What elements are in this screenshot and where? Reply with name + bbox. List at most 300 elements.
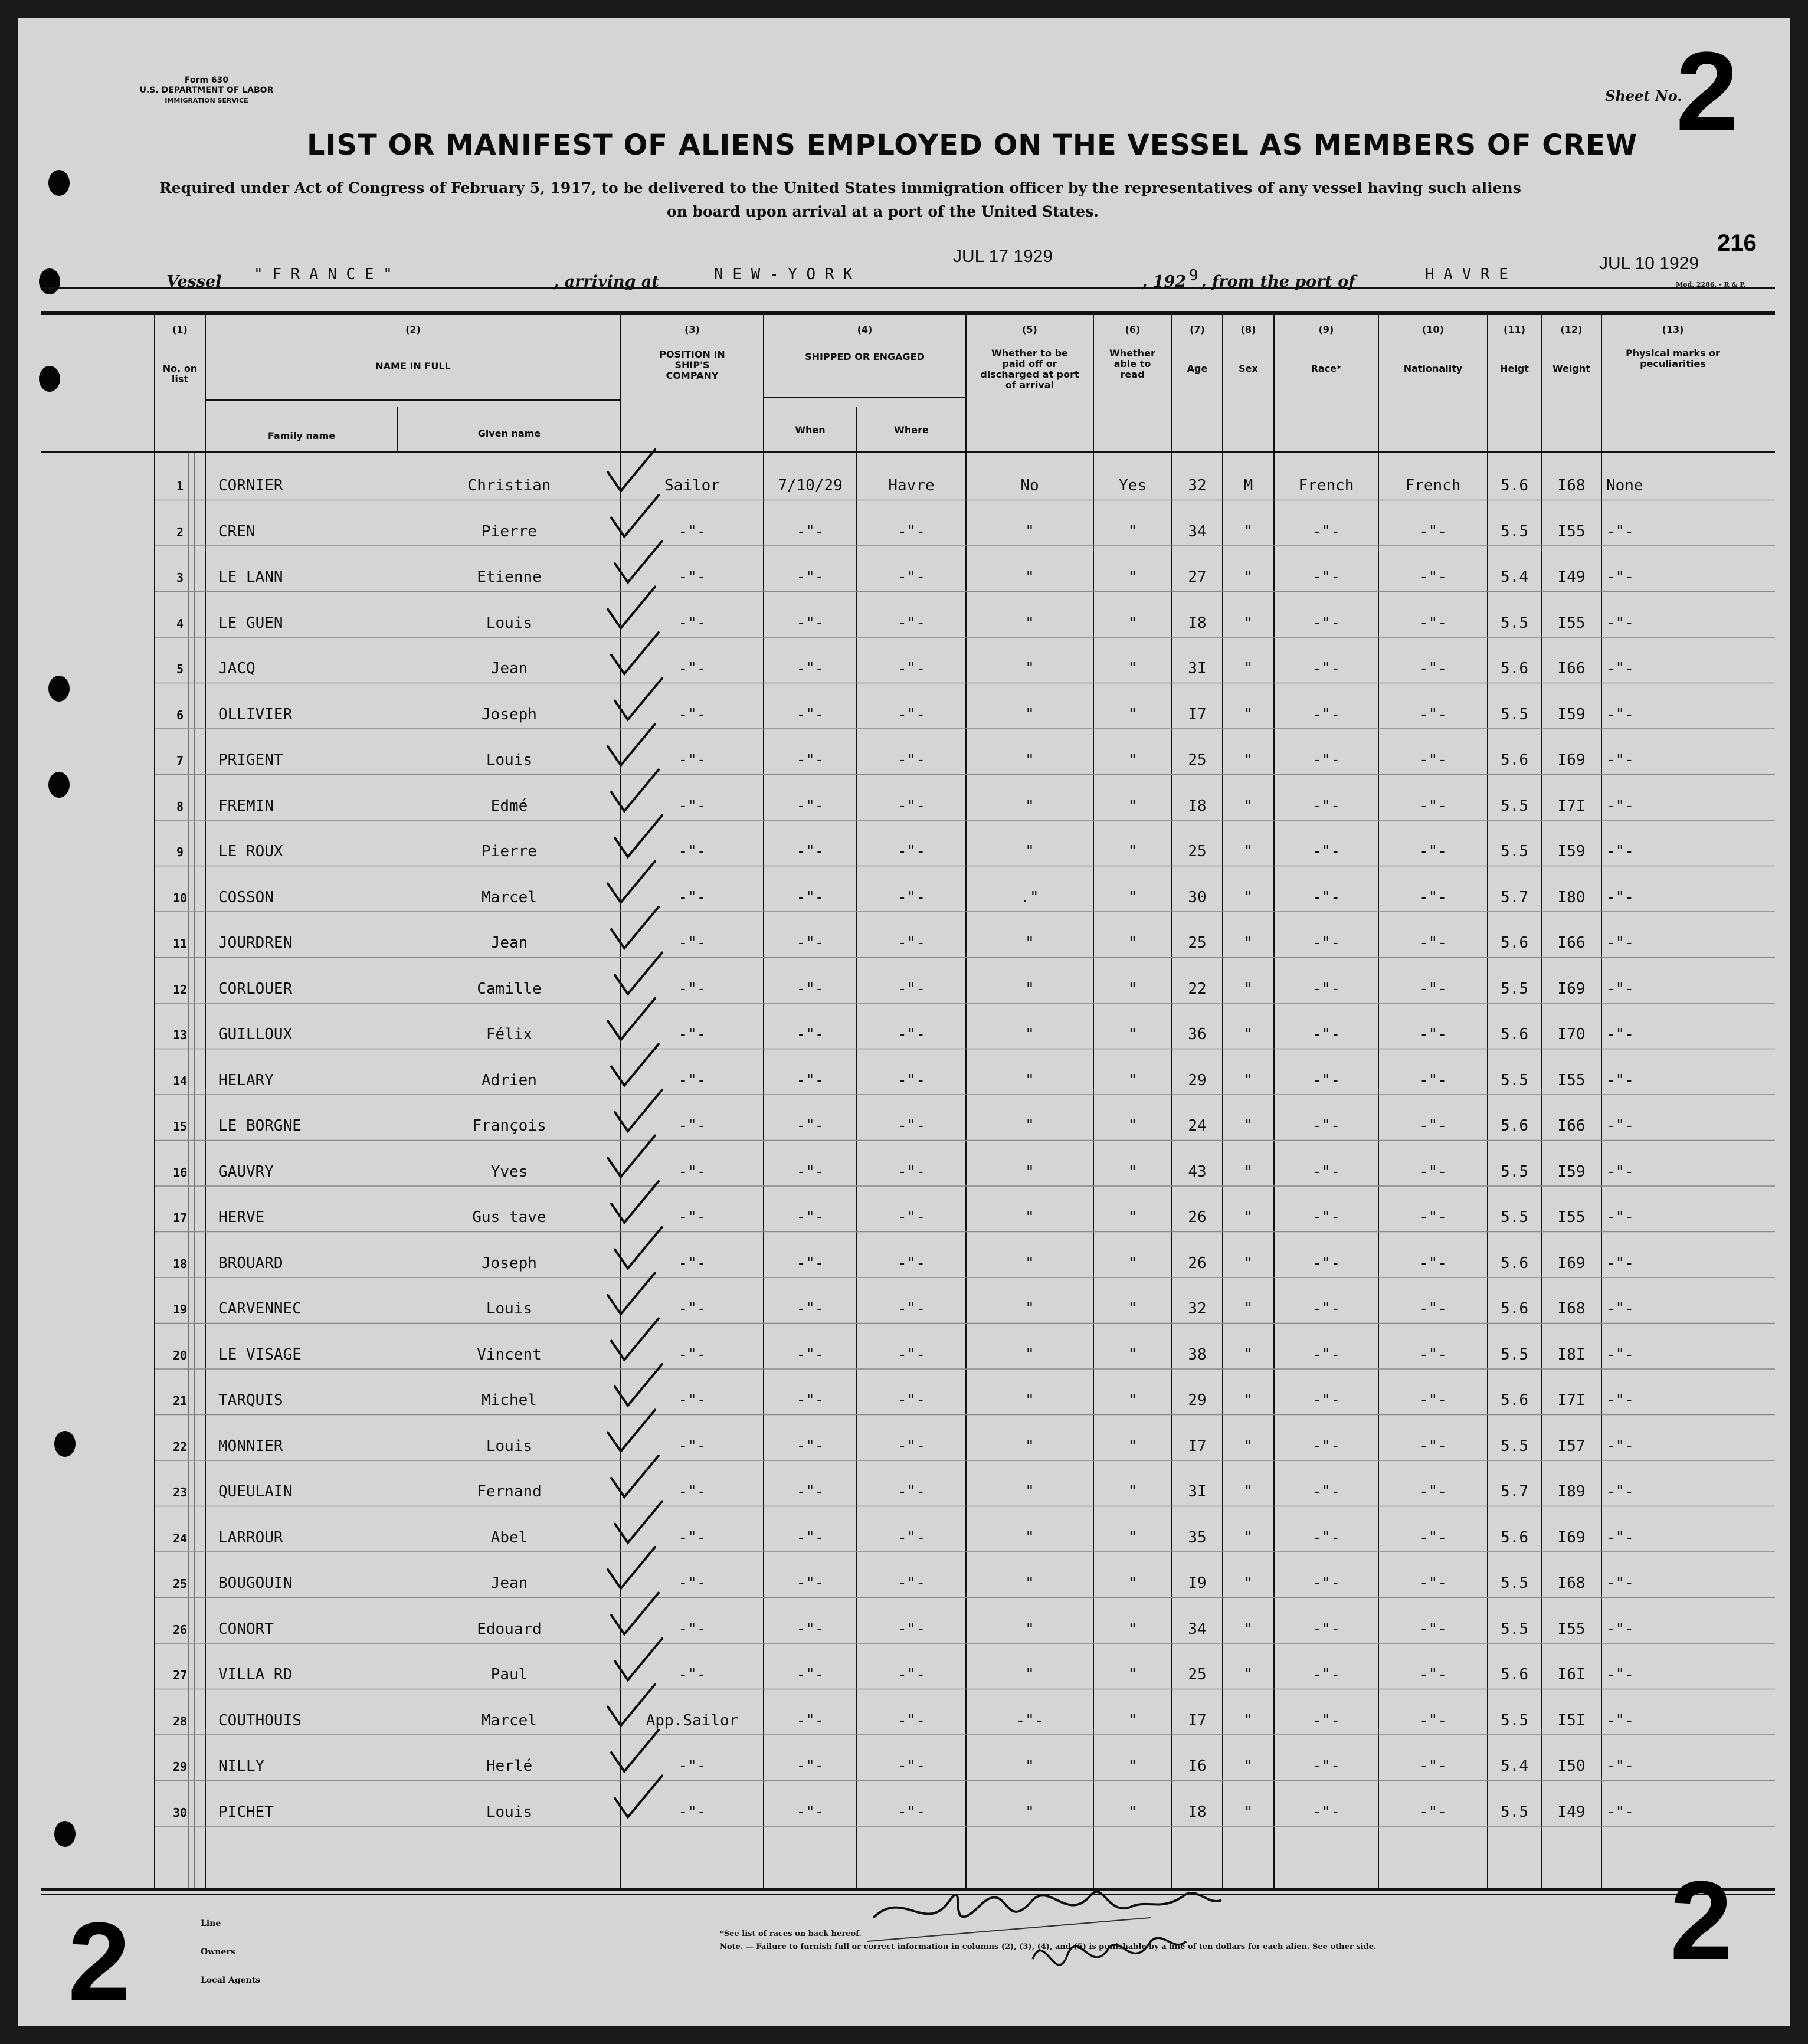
cell-position: -"- <box>678 1574 706 1592</box>
cell-where: -"- <box>898 1117 925 1135</box>
mod-note: Mod. 2286. - R & P. <box>1676 281 1746 289</box>
cell-no: 24 <box>172 1531 188 1545</box>
cell-height: 5.5 <box>1501 1345 1528 1364</box>
check-mark <box>615 541 662 582</box>
cell-when: -"- <box>796 1391 824 1409</box>
cell-position: -"- <box>678 1071 706 1089</box>
cell-where: -"- <box>898 1711 925 1729</box>
cell-paid-off: " <box>1025 1162 1034 1181</box>
cell-height: 5.6 <box>1501 1528 1528 1547</box>
col-label: Whether to be paid off or discharged at port of arrival <box>980 348 1079 391</box>
cell-weight: I69 <box>1557 751 1586 769</box>
cell-weight: I66 <box>1557 1117 1586 1135</box>
cell-age: 32 <box>1188 1300 1207 1318</box>
cell-able-to-read: " <box>1128 1071 1138 1089</box>
cell-sex: " <box>1243 1026 1253 1043</box>
cell-position: -"- <box>678 1208 706 1226</box>
col-num: (11) <box>1504 324 1525 335</box>
cell-race: -"- <box>1312 1026 1340 1043</box>
cell-able-to-read: " <box>1128 1437 1138 1455</box>
cell-nationality: -"- <box>1419 1208 1447 1226</box>
cell-able-to-read: " <box>1128 1162 1138 1181</box>
cell-given-name: Etienne <box>477 568 542 586</box>
cell-where: -"- <box>898 522 925 541</box>
subtitle-line-2: on board upon arrival at a port of the United States. <box>667 203 1099 220</box>
cell-height: 5.4 <box>1501 1757 1528 1775</box>
cell-family-name: TARQUIS <box>218 1391 283 1409</box>
cell-race: -"- <box>1312 1391 1340 1409</box>
cell-race: -"- <box>1312 1483 1340 1501</box>
cell-sex: " <box>1243 522 1253 541</box>
cell-age: I8 <box>1188 1803 1207 1821</box>
cell-when: -"- <box>796 1026 824 1043</box>
cell-nationality: -"- <box>1419 934 1447 952</box>
check-mark <box>615 815 662 857</box>
cell-marks: -"- <box>1606 705 1634 723</box>
cell-no: 17 <box>172 1211 188 1225</box>
cell-paid-off: " <box>1025 614 1034 632</box>
cell-where: -"- <box>898 751 925 769</box>
cell-age: 34 <box>1188 522 1207 541</box>
cell-able-to-read: " <box>1128 797 1138 815</box>
check-mark <box>608 1273 655 1314</box>
cell-no: 9 <box>176 845 184 859</box>
cell-given-name: Fernand <box>477 1483 542 1501</box>
cell-where: -"- <box>898 1620 925 1638</box>
cell-given-name: Yves <box>490 1162 528 1181</box>
cell-paid-off: " <box>1025 1026 1034 1043</box>
cell-able-to-read: " <box>1128 934 1138 952</box>
vessel-label: Vessel <box>166 273 222 291</box>
cell-height: 5.5 <box>1501 1620 1528 1638</box>
cell-marks: -"- <box>1606 660 1634 677</box>
cell-given-name: Joseph <box>482 1254 537 1272</box>
cell-position: -"- <box>678 568 706 586</box>
cell-able-to-read: " <box>1128 1391 1138 1409</box>
cell-weight: I59 <box>1557 843 1586 860</box>
cell-weight: I55 <box>1557 1620 1586 1638</box>
cell-family-name: LARROUR <box>218 1528 283 1547</box>
cell-family-name: VILLA RD <box>218 1666 293 1683</box>
cell-sex: M <box>1243 477 1253 494</box>
cell-marks: -"- <box>1606 843 1634 860</box>
cell-nationality: -"- <box>1419 1300 1447 1318</box>
cell-race: -"- <box>1312 980 1340 998</box>
cell-height: 5.6 <box>1501 660 1528 677</box>
check-marks <box>18 18 1790 2026</box>
page-number: 216 <box>1717 230 1757 256</box>
cell-where: -"- <box>898 1071 925 1089</box>
cell-race: -"- <box>1312 705 1340 723</box>
cell-nationality: French <box>1405 477 1461 494</box>
cell-age: 24 <box>1188 1117 1207 1135</box>
cell-marks: -"- <box>1606 1300 1634 1318</box>
col-sub-given: Given name <box>477 428 541 439</box>
cell-family-name: LE ROUX <box>218 843 283 860</box>
cell-paid-off: " <box>1025 1345 1034 1364</box>
cell-no: 28 <box>172 1714 188 1728</box>
cell-when: -"- <box>796 797 824 815</box>
cell-family-name: LE LANN <box>218 568 283 586</box>
service-label: IMMIGRATION SERVICE <box>165 97 248 104</box>
cell-marks: -"- <box>1606 934 1634 952</box>
check-mark <box>611 1456 659 1497</box>
cell-race: -"- <box>1312 888 1340 906</box>
cell-where: -"- <box>898 1757 925 1775</box>
cell-sex: " <box>1243 1666 1253 1683</box>
vessel-name: " F R A N C E " <box>254 266 392 283</box>
cell-able-to-read: " <box>1128 1300 1138 1318</box>
cell-height: 5.5 <box>1501 1162 1528 1181</box>
cell-age: 35 <box>1188 1528 1207 1547</box>
cell-sex: " <box>1243 1117 1253 1135</box>
cell-given-name: Gus tave <box>472 1208 546 1226</box>
cell-nationality: -"- <box>1419 1117 1447 1135</box>
cell-able-to-read: " <box>1128 1757 1138 1775</box>
cell-age: 27 <box>1188 568 1207 586</box>
cell-able-to-read: " <box>1128 1483 1138 1501</box>
cell-paid-off: " <box>1025 1437 1034 1455</box>
from-port: H A V R E <box>1425 266 1508 283</box>
cell-nationality: -"- <box>1419 1026 1447 1043</box>
cell-given-name: Jean <box>490 934 528 952</box>
cell-race: -"- <box>1312 1666 1340 1683</box>
cell-race: -"- <box>1312 797 1340 815</box>
cell-no: 18 <box>172 1256 188 1271</box>
cell-given-name: Louis <box>486 751 533 769</box>
cell-where: -"- <box>898 888 925 906</box>
cell-nationality: -"- <box>1419 1071 1447 1089</box>
check-mark <box>615 1639 662 1680</box>
cell-nationality: -"- <box>1419 1162 1447 1181</box>
cell-position: -"- <box>678 980 706 998</box>
cell-marks: -"- <box>1606 1483 1634 1501</box>
cell-sex: " <box>1243 568 1253 586</box>
cell-where: -"- <box>898 1026 925 1043</box>
cell-height: 5.5 <box>1501 1711 1528 1729</box>
cell-sex: " <box>1243 1574 1253 1592</box>
cell-weight: I7I <box>1557 797 1586 815</box>
cell-sex: " <box>1243 888 1253 906</box>
cell-weight: I55 <box>1557 1208 1586 1226</box>
cell-sex: " <box>1243 1757 1253 1775</box>
cell-nationality: -"- <box>1419 797 1447 815</box>
cell-position: -"- <box>678 1026 706 1043</box>
cell-able-to-read: " <box>1128 568 1138 586</box>
cell-family-name: JACQ <box>218 660 256 677</box>
cell-where: -"- <box>898 1208 925 1226</box>
col-num: (4) <box>857 324 873 335</box>
cell-able-to-read: " <box>1128 1345 1138 1364</box>
cell-family-name: NILLY <box>218 1757 265 1775</box>
cell-paid-off: " <box>1025 1803 1034 1821</box>
cell-weight: I55 <box>1557 1071 1586 1089</box>
cell-able-to-read: " <box>1128 1117 1138 1135</box>
cell-height: 5.5 <box>1501 843 1528 860</box>
check-mark <box>615 1364 662 1406</box>
cell-age: 38 <box>1188 1345 1207 1364</box>
cell-where: -"- <box>898 1254 925 1272</box>
cell-marks: -"- <box>1606 1345 1634 1364</box>
cell-age: 32 <box>1188 477 1207 494</box>
cell-age: I6 <box>1188 1757 1207 1775</box>
cell-sex: " <box>1243 1803 1253 1821</box>
cell-marks: -"- <box>1606 1026 1634 1043</box>
check-mark <box>615 679 662 720</box>
cell-given-name: Herlé <box>486 1757 533 1775</box>
check-mark <box>611 1181 659 1223</box>
check-mark <box>608 1685 655 1726</box>
cell-race: -"- <box>1312 934 1340 952</box>
cell-when: -"- <box>796 980 824 998</box>
cell-position: -"- <box>678 1483 706 1501</box>
cell-family-name: BOUGOUIN <box>218 1574 293 1592</box>
cell-nationality: -"- <box>1419 1254 1447 1272</box>
cell-weight: I70 <box>1557 1026 1586 1043</box>
cell-no: 21 <box>172 1394 188 1408</box>
col-num: (9) <box>1318 324 1334 335</box>
cell-height: 5.5 <box>1501 980 1528 998</box>
check-mark <box>608 724 655 765</box>
check-mark <box>608 1136 655 1177</box>
cell-paid-off: " <box>1025 522 1034 541</box>
cell-given-name: Marcel <box>482 888 537 906</box>
cell-paid-off: " <box>1025 751 1034 769</box>
check-mark <box>611 1730 659 1771</box>
col-sub-where: Where <box>894 424 929 435</box>
col-label: NAME IN FULL <box>375 361 451 372</box>
cell-position: -"- <box>678 1117 706 1135</box>
sheet-no-label: Sheet No. <box>1605 87 1682 104</box>
cell-sex: " <box>1243 980 1253 998</box>
cell-position: Sailor <box>664 477 720 494</box>
check-mark <box>608 1410 655 1452</box>
check-mark <box>615 1776 662 1817</box>
cell-paid-off: " <box>1025 1254 1034 1272</box>
check-mark <box>611 907 659 948</box>
cell-age: 26 <box>1188 1208 1207 1226</box>
check-mark <box>608 587 655 628</box>
cell-family-name: FREMIN <box>218 797 274 815</box>
cell-height: 5.6 <box>1501 1391 1528 1409</box>
col-num: (2) <box>405 324 421 335</box>
col-label: Physical marks or peculiarities <box>1626 348 1720 369</box>
cell-given-name: Jean <box>490 660 528 677</box>
cell-race: -"- <box>1312 1162 1340 1181</box>
cell-given-name: Marcel <box>482 1711 537 1729</box>
cell-race: -"- <box>1312 522 1340 541</box>
cell-when: -"- <box>796 705 824 723</box>
footer-line-label: Line <box>201 1919 221 1928</box>
cell-given-name: Louis <box>486 1300 533 1318</box>
cell-weight: I69 <box>1557 1528 1586 1547</box>
col-num: (13) <box>1662 324 1684 335</box>
cell-able-to-read: " <box>1128 1666 1138 1683</box>
cell-family-name: GAUVRY <box>218 1162 274 1181</box>
cell-where: -"- <box>898 1391 925 1409</box>
footer-penalty-note: Note. — Failure to furnish full or correct information in columns (2), (3), (4), and (5) is punishable by a fine of ten dollars for each alien. See other side. <box>720 1943 1377 1951</box>
cell-paid-off: " <box>1025 660 1034 677</box>
cell-sex: " <box>1243 705 1253 723</box>
cell-when: -"- <box>796 888 824 906</box>
cell-nationality: -"- <box>1419 1757 1447 1775</box>
cell-paid-off: " <box>1025 1483 1034 1501</box>
cell-where: Havre <box>888 477 935 494</box>
cell-nationality: -"- <box>1419 888 1447 906</box>
cell-weight: I66 <box>1557 934 1586 952</box>
cell-race: -"- <box>1312 1574 1340 1592</box>
cell-sex: " <box>1243 751 1253 769</box>
cell-nationality: -"- <box>1419 1391 1447 1409</box>
cell-where: -"- <box>898 1666 925 1683</box>
cell-where: -"- <box>898 797 925 815</box>
cell-sex: " <box>1243 1254 1253 1272</box>
cell-paid-off: No <box>1020 477 1039 494</box>
cell-race: -"- <box>1312 1117 1340 1135</box>
cell-able-to-read: " <box>1128 843 1138 860</box>
cell-no: 3 <box>176 571 184 585</box>
cell-height: 5.5 <box>1501 522 1528 541</box>
cell-position: -"- <box>678 934 706 952</box>
cell-given-name: Abel <box>490 1528 528 1547</box>
cell-sex: " <box>1243 660 1253 677</box>
footer-races-note: *See list of races on back hereof. <box>720 1930 862 1938</box>
cell-family-name: JOURDREN <box>218 934 293 952</box>
arrival-date-stamp: JUL 17 1929 <box>953 247 1053 266</box>
cell-height: 5.6 <box>1501 1026 1528 1043</box>
cell-no: 25 <box>172 1577 188 1591</box>
cell-able-to-read: " <box>1128 1528 1138 1547</box>
cell-no: 26 <box>172 1622 188 1637</box>
cell-family-name: MONNIER <box>218 1437 283 1455</box>
cell-paid-off: " <box>1025 1666 1034 1683</box>
cell-weight: I5I <box>1557 1711 1586 1729</box>
cell-weight: I50 <box>1557 1757 1586 1775</box>
cell-nationality: -"- <box>1419 614 1447 632</box>
cell-when: -"- <box>796 1254 824 1272</box>
cell-paid-off: " <box>1025 1757 1034 1775</box>
cell-nationality: -"- <box>1419 1803 1447 1821</box>
cell-race: -"- <box>1312 1208 1340 1226</box>
cell-family-name: PRIGENT <box>218 751 283 769</box>
cell-where: -"- <box>898 1803 925 1821</box>
col-label: Race* <box>1311 363 1342 374</box>
cell-paid-off: " <box>1025 1391 1034 1409</box>
cell-given-name: Edmé <box>490 797 528 815</box>
cell-given-name: François <box>472 1117 546 1135</box>
col-label: Nationality <box>1403 363 1463 374</box>
cell-when: -"- <box>796 1208 824 1226</box>
check-mark <box>608 998 655 1040</box>
cell-given-name: Paul <box>490 1666 528 1683</box>
cell-marks: -"- <box>1606 797 1634 815</box>
cell-sex: " <box>1243 1208 1253 1226</box>
cell-weight: I6I <box>1557 1666 1586 1683</box>
cell-paid-off: " <box>1025 843 1034 860</box>
cell-sex: " <box>1243 934 1253 952</box>
cell-paid-off: " <box>1025 1574 1034 1592</box>
cell-weight: I89 <box>1557 1483 1586 1501</box>
cell-weight: I59 <box>1557 1162 1586 1181</box>
cell-given-name: Jean <box>490 1574 528 1592</box>
cell-sex: " <box>1243 1437 1253 1455</box>
cell-weight: I57 <box>1557 1437 1586 1455</box>
cell-weight: I68 <box>1557 1574 1586 1592</box>
cell-height: 5.5 <box>1501 1803 1528 1821</box>
cell-weight: I49 <box>1557 568 1586 586</box>
manifest-sheet <box>18 18 1790 2026</box>
cell-nationality: -"- <box>1419 1620 1447 1638</box>
cell-weight: I49 <box>1557 1803 1586 1821</box>
cell-position: -"- <box>678 1254 706 1272</box>
cell-able-to-read: " <box>1128 522 1138 541</box>
cell-family-name: COSSON <box>218 888 274 906</box>
cell-marks: -"- <box>1606 1574 1634 1592</box>
cell-where: -"- <box>898 1345 925 1364</box>
cell-no: 16 <box>172 1165 188 1180</box>
cell-family-name: CARVENNEC <box>218 1300 302 1318</box>
cell-height: 5.5 <box>1501 705 1528 723</box>
cell-when: -"- <box>796 614 824 632</box>
cell-paid-off: -"- <box>1016 1711 1044 1729</box>
cell-no: 12 <box>172 982 188 997</box>
cell-marks: -"- <box>1606 1666 1634 1683</box>
cell-age: 22 <box>1188 980 1207 998</box>
cell-when: -"- <box>796 1574 824 1592</box>
cell-no: 11 <box>172 936 188 951</box>
cell-age: 3I <box>1188 1483 1207 1501</box>
check-mark <box>615 1090 662 1131</box>
cell-when: -"- <box>796 1666 824 1683</box>
cell-position: -"- <box>678 1757 706 1775</box>
col-num: (7) <box>1190 324 1205 335</box>
cell-paid-off: " <box>1025 1071 1034 1089</box>
cell-age: 25 <box>1188 751 1207 769</box>
cell-nationality: -"- <box>1419 1666 1447 1683</box>
sheet-number: 2 <box>1676 29 1738 154</box>
cell-when: -"- <box>796 1483 824 1501</box>
cell-age: I7 <box>1188 705 1207 723</box>
cell-marks: -"- <box>1606 1391 1634 1409</box>
cell-paid-off: " <box>1025 568 1034 586</box>
cell-marks: -"- <box>1606 522 1634 541</box>
cell-where: -"- <box>898 1528 925 1547</box>
cell-family-name: CREN <box>218 522 256 541</box>
col-sub-when: When <box>795 424 826 435</box>
check-mark <box>611 633 659 674</box>
cell-weight: I7I <box>1557 1391 1586 1409</box>
cell-race: -"- <box>1312 614 1340 632</box>
cell-height: 5.4 <box>1501 568 1528 586</box>
cell-where: -"- <box>898 614 925 632</box>
cell-nationality: -"- <box>1419 568 1447 586</box>
cell-marks: -"- <box>1606 1711 1634 1729</box>
cell-position: -"- <box>678 1528 706 1547</box>
cell-position: -"- <box>678 614 706 632</box>
cell-age: 25 <box>1188 934 1207 952</box>
cell-height: 5.6 <box>1501 751 1528 769</box>
col-num: (6) <box>1125 324 1141 335</box>
arriving-port: N E W - Y O R K <box>714 266 853 283</box>
cell-marks: None <box>1606 477 1643 494</box>
cell-race: -"- <box>1312 843 1340 860</box>
cell-when: -"- <box>796 1620 824 1638</box>
cell-height: 5.7 <box>1501 1483 1528 1501</box>
col-label: Weight <box>1552 363 1590 374</box>
cell-when: -"- <box>796 751 824 769</box>
cell-no: 7 <box>176 754 184 768</box>
cell-height: 5.6 <box>1501 1254 1528 1272</box>
